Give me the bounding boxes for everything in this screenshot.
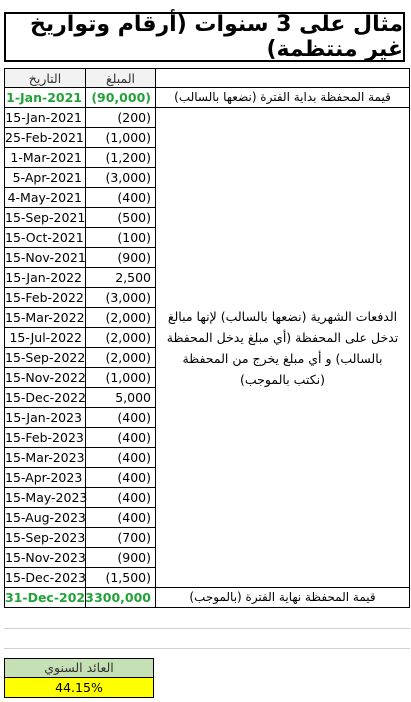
cashflow-date[interactable]: 4-May-2021 bbox=[4, 188, 86, 208]
cashflow-date[interactable]: 15-May-2023 bbox=[4, 488, 86, 508]
cashflow-amount[interactable]: (100) bbox=[86, 228, 156, 248]
cashflow-amount[interactable]: (500) bbox=[86, 208, 156, 228]
cashflow-date[interactable]: 15-Nov-2023 bbox=[4, 548, 86, 568]
cashflow-amount[interactable]: (400) bbox=[86, 508, 156, 528]
header-amount[interactable]: المبلغ bbox=[86, 68, 156, 88]
cashflow-amount[interactable]: (400) bbox=[86, 188, 156, 208]
end-date[interactable]: 31-Dec-2023 bbox=[4, 588, 86, 608]
end-row bbox=[4, 588, 410, 608]
cashflow-amount[interactable]: (3,000) bbox=[86, 288, 156, 308]
cashflow-date[interactable]: 15-Nov-2022 bbox=[4, 368, 86, 388]
cashflow-date[interactable]: 1-Mar-2021 bbox=[4, 148, 86, 168]
cashflow-amount[interactable]: (400) bbox=[86, 428, 156, 448]
end-label[interactable]: قيمة المحفظة نهاية الفترة (بالموجب) bbox=[156, 588, 410, 608]
cashflow-amount[interactable]: (900) bbox=[86, 248, 156, 268]
cashflow-amount[interactable]: (400) bbox=[86, 468, 156, 488]
start-date[interactable]: 1-Jan-2021 bbox=[4, 88, 86, 108]
cashflow-date[interactable]: 15-Dec-2023 bbox=[4, 568, 86, 588]
cashflow-amount[interactable]: (2,000) bbox=[86, 308, 156, 328]
cashflow-amount[interactable]: (2,000) bbox=[86, 328, 156, 348]
cashflow-date[interactable]: 15-Feb-2023 bbox=[4, 428, 86, 448]
cashflow-amount[interactable]: (700) bbox=[86, 528, 156, 548]
empty-row-line bbox=[4, 648, 410, 649]
header-date[interactable]: التاريخ bbox=[4, 68, 86, 88]
start-row bbox=[4, 88, 410, 108]
cashflow-amount[interactable]: (1,000) bbox=[86, 128, 156, 148]
cashflow-date[interactable]: 15-Apr-2023 bbox=[4, 468, 86, 488]
annual-return-label[interactable]: العائد السنوي bbox=[4, 658, 154, 678]
end-amount[interactable]: 300,000 bbox=[86, 588, 156, 608]
cashflow-amount[interactable]: (400) bbox=[86, 488, 156, 508]
cashflow-date[interactable]: 15-Jan-2022 bbox=[4, 268, 86, 288]
cashflow-amount[interactable]: (3,000) bbox=[86, 168, 156, 188]
start-label[interactable]: قيمة المحفظة بداية الفترة (نضعها بالسالب) bbox=[156, 88, 410, 108]
start-amount[interactable]: (90,000) bbox=[86, 88, 156, 108]
monthly-note[interactable]: الدفعات الشهرية (نضعها بالسالب) لإنها مبالغ تدخل على المحفظة (أي مبلغ يدخل المحفظة بالسالب) و أي مبلغ يخرج من المحفظة (نكتب بالموجب) bbox=[156, 108, 410, 588]
cashflow-date[interactable]: 15-Oct-2021 bbox=[4, 228, 86, 248]
cashflow-amount[interactable]: (2,000) bbox=[86, 348, 156, 368]
header-description[interactable] bbox=[156, 68, 410, 88]
cashflow-date[interactable]: 15-Sep-2022 bbox=[4, 348, 86, 368]
cashflow-amount[interactable]: (200) bbox=[86, 108, 156, 128]
cashflow-date[interactable]: 15-Aug-2023 bbox=[4, 508, 86, 528]
empty-row-line bbox=[4, 628, 410, 629]
cashflow-date[interactable]: 25-Feb-2021 bbox=[4, 128, 86, 148]
cashflow-date[interactable]: 15-Mar-2023 bbox=[4, 448, 86, 468]
annual-return-value[interactable]: 44.15% bbox=[4, 678, 154, 698]
cashflow-amount[interactable]: 5,000 bbox=[86, 388, 156, 408]
cashflow-date[interactable]: 15-Jan-2023 bbox=[4, 408, 86, 428]
header-row bbox=[4, 68, 410, 88]
cashflow-date[interactable]: 15-Sep-2023 bbox=[4, 528, 86, 548]
cashflow-date[interactable]: 15-Sep-2021 bbox=[4, 208, 86, 228]
cashflow-date[interactable]: 15-Mar-2022 bbox=[4, 308, 86, 328]
cashflow-date[interactable]: 15-Jan-2021 bbox=[4, 108, 86, 128]
cashflow-date[interactable]: 15-Nov-2021 bbox=[4, 248, 86, 268]
cashflow-date[interactable]: 5-Apr-2021 bbox=[4, 168, 86, 188]
cashflow-amount[interactable]: (1,200) bbox=[86, 148, 156, 168]
cashflow-date[interactable]: 15-Feb-2022 bbox=[4, 288, 86, 308]
cashflow-amount[interactable]: (900) bbox=[86, 548, 156, 568]
cashflow-date[interactable]: 15-Jul-2022 bbox=[4, 328, 86, 348]
cashflow-date[interactable]: 15-Dec-2022 bbox=[4, 388, 86, 408]
cashflow-amount[interactable]: (400) bbox=[86, 408, 156, 428]
sheet-title[interactable]: مثال على 3 سنوات (أرقام وتواريخ غير منتظمة) bbox=[4, 12, 405, 62]
cashflow-amount[interactable]: 2,500 bbox=[86, 268, 156, 288]
cashflow-amount[interactable]: (1,000) bbox=[86, 368, 156, 388]
cashflow-amount[interactable]: (400) bbox=[86, 448, 156, 468]
cashflow-amount[interactable]: (1,500) bbox=[86, 568, 156, 588]
